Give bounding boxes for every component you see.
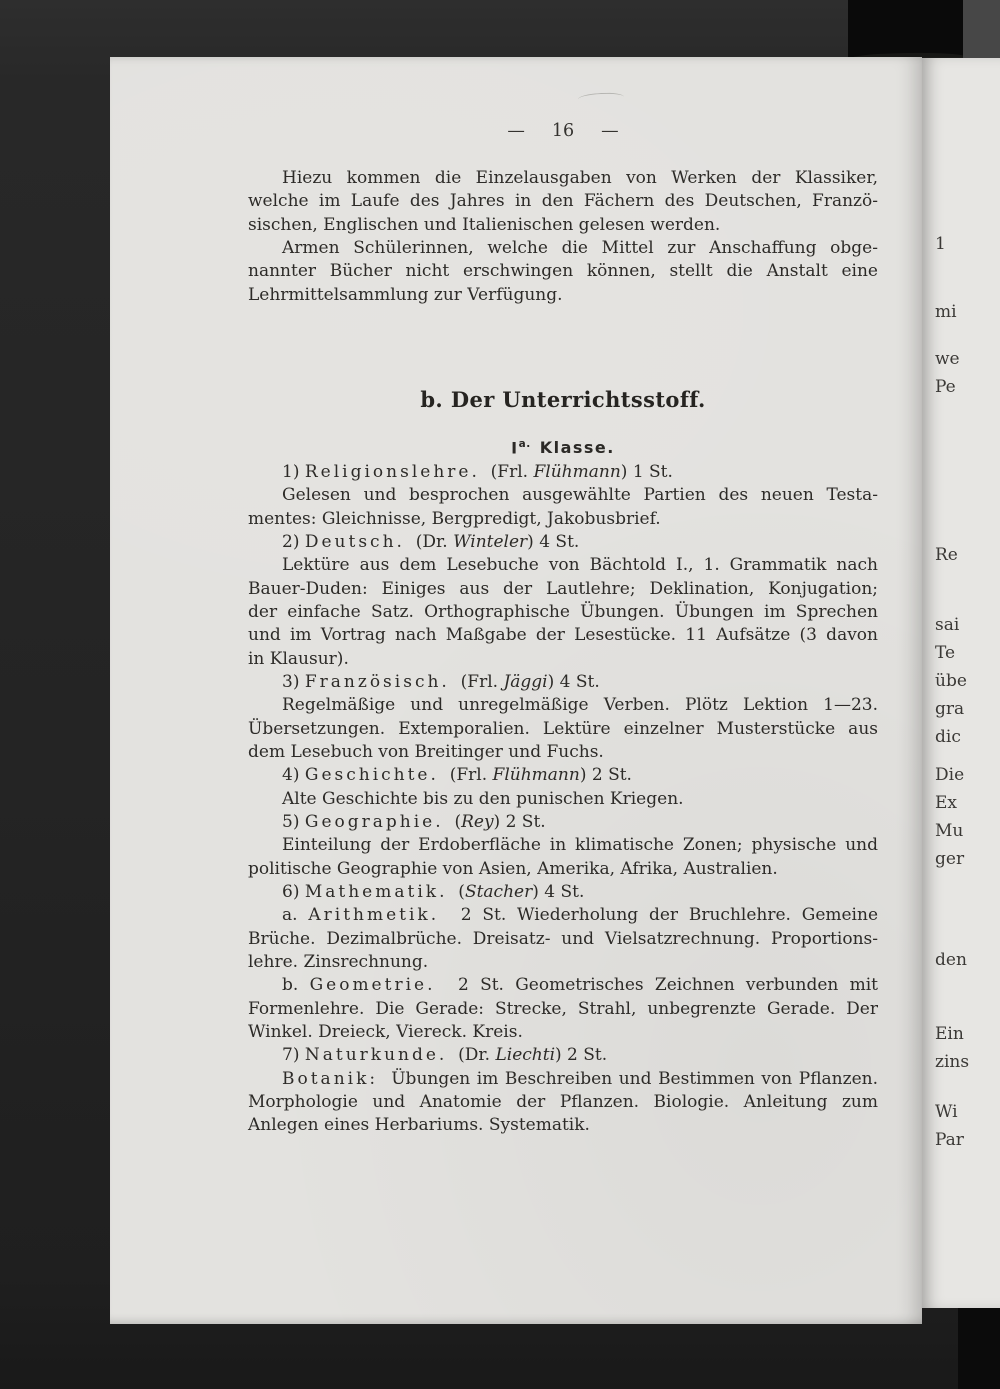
text-line: Alte Geschichte bis zu den punischen Kriegen. [282,788,684,809]
item-letter: a. [282,905,298,926]
subject-line-franzoesisch [248,671,878,694]
text-line: Brüche. Dezimalbrüche. Dreisatz- und Vielsatzrechnung. Proportions- [248,928,878,949]
dash-right: — [601,121,619,141]
subject-name: Religionslehre. [304,461,480,482]
page-fragment: Te [935,643,956,663]
teacher-name: Flühmann [492,765,580,786]
page-fragment: Die [935,765,965,785]
text-segment: Übungen im Beschreiben und Bestimmen von Pflanzen. [391,1068,878,1089]
teacher-prefix: ( [458,881,465,902]
page-fragment: Re [935,545,958,565]
class-superscript: a. [518,437,531,450]
item-number: 5) [282,811,300,832]
text-line: politische Geographie von Asien, Amerika, Afrika, Australien. [248,858,778,879]
subject-line-arithmetik [248,904,878,927]
class-heading [248,432,878,456]
hours: ) 4 St. [527,531,580,552]
teacher-prefix: (Frl. [449,765,493,786]
subject-line-deutsch [248,531,878,554]
subject-name: Mathematik. [304,881,448,902]
teacher-prefix: (Frl. [460,671,504,692]
subject-line-geographie [248,811,878,834]
text-line: sischen, Englischen und Italienischen gelesen werden. [248,214,721,235]
text-line: Regelmäßige und unregelmäßige Verben. Plötz Lektion 1—23. [282,695,878,716]
subject-name: Botanik: [282,1068,379,1089]
subject-name: Naturkunde. [304,1045,448,1066]
intro-paragraph-2 [248,237,878,307]
class-roman: I [511,438,519,458]
hours: ) 4 St. [532,881,585,902]
page-fragment: Mu [935,821,964,841]
text-column [248,57,878,1137]
page-number [248,119,878,143]
teacher-prefix: ( [454,811,462,832]
next-page-edge [922,58,1000,1308]
page-fragment: Ex [935,793,957,813]
torn-corner-black [848,0,963,57]
teacher-name: Stacher [464,881,533,902]
teacher-prefix: (Frl. [490,461,534,482]
dash-left: — [507,121,525,141]
item-number: 2) [282,531,300,552]
class-word: Klasse. [539,438,615,458]
page-fragment: ger [935,849,965,869]
text-line: Gelesen und besprochen ausgewählte Partien des neuen Testa- [282,485,878,506]
scanned-page-16 [110,57,922,1324]
text-line: in Klausur). [248,648,349,669]
subject-line-botanik [248,1068,878,1091]
subject-name: Geschichte. [304,765,439,786]
text-line: Anlegen eines Herbariums. Systematik. [248,1115,590,1136]
section-heading: b. Der Unterrichtsstoff. [420,386,706,412]
page-number-value: 16 [551,121,575,141]
page-fragment: Wi [935,1102,958,1122]
subject-name: Geometrie. [309,975,436,996]
text-line: Übersetzungen. Extemporalien. Lektüre einzelner Musterstücke aus [248,718,878,739]
item-number: 1) [282,461,300,482]
text-line: Lektüre aus dem Lesebuche von Bächtold I., 1. Grammatik nach [282,555,878,576]
page-fragment: 1 [935,234,946,254]
subject-line-geometrie [248,974,878,997]
teacher-name: Rey [461,811,494,832]
subject-line-naturkunde [248,1044,878,1067]
page-fragment: sai [935,615,960,635]
page-fragment: Par [935,1130,964,1150]
text-line: Winkel. Dreieck, Viereck. Kreis. [248,1021,523,1042]
teacher-name: Winteler [453,531,528,552]
subject-line-religion [248,461,878,484]
text-line: nannter Bücher nicht erschwingen können, stellt die Anstalt eine [248,261,878,282]
subject-line-mathematik [248,881,878,904]
backdrop-top-right [963,0,1000,59]
item-number: 7) [282,1045,300,1066]
backdrop-bottom-right [958,1308,1000,1389]
hours: ) 1 St. [620,461,673,482]
subject-name: Arithmetik. [308,905,440,926]
subject-name: Französisch. [304,671,450,692]
hours: ) 2 St. [555,1045,608,1066]
page-fragment: mi [935,302,957,322]
text-line: dem Lesebuch von Breitinger und Fuchs. [248,741,604,762]
teacher-prefix: (Dr. [458,1045,496,1066]
hours: ) 4 St. [547,671,600,692]
text-segment: 2 St. Wiederholung der Bruchlehre. Gemeine [460,905,879,926]
page-fragment: we [935,349,960,369]
text-line: Formenlehre. Die Gerade: Strecke, Strahl, unbegrenzte Gerade. Der [248,998,878,1019]
item-letter: b. [282,975,299,996]
item-number: 3) [282,671,300,692]
intro-paragraph-1 [248,167,878,237]
text-line: Bauer-Duden: Einiges aus der Lautlehre; Deklination, Konjugation; [248,578,878,599]
page-fragment: Pe [935,377,956,397]
text-line: Einteilung der Erdoberfläche in klimatische Zonen; physische und [282,835,878,856]
item-number: 6) [282,881,300,902]
text-line: Armen Schülerinnen, welche die Mittel zur Anschaffung obge- [282,237,878,258]
page-fragment: übe [935,671,967,691]
subject-name: Geographie. [304,811,444,832]
page-fragment: Ein [935,1024,964,1044]
page-fragment: den [935,950,967,970]
hours: ) 2 St. [493,811,546,832]
subject-line-geschichte [248,764,878,787]
teacher-name: Jäggi [503,671,548,692]
text-line: Hiezu kommen die Einzelausgaben von Werken der Klassiker, [282,168,878,188]
text-line: mentes: Gleichnisse, Bergpredigt, Jakobusbrief. [248,508,661,529]
curriculum-list [248,461,878,1138]
item-number: 4) [282,765,300,786]
text-segment: 2 St. Geometrisches Zeichnen verbunden mit [458,975,879,996]
text-line: welche im Laufe des Jahres in den Fächern des Deutschen, Franzö- [248,191,878,212]
teacher-prefix: (Dr. [415,531,454,552]
hours: ) 2 St. [579,765,632,786]
teacher-name: Liechti [495,1045,556,1066]
text-line: und im Vortrag nach Maßgabe der Lesestücke. 11 Aufsätze (3 davon [248,625,878,646]
text-line: Lehrmittelsammlung zur Verfügung. [248,284,563,305]
page-fragment: gra [935,699,965,719]
subject-name: Deutsch. [304,531,405,552]
page-fragment: zins [935,1052,970,1072]
page-fragment: dic [935,727,961,747]
text-line: Morphologie und Anatomie der Pflanzen. Biologie. Anleitung zum [248,1091,878,1112]
text-line: lehre. Zinsrechnung. [248,951,429,972]
teacher-name: Flühmann [533,461,621,482]
text-line: der einfache Satz. Orthographische Übungen. Übungen im Sprechen [248,601,878,622]
